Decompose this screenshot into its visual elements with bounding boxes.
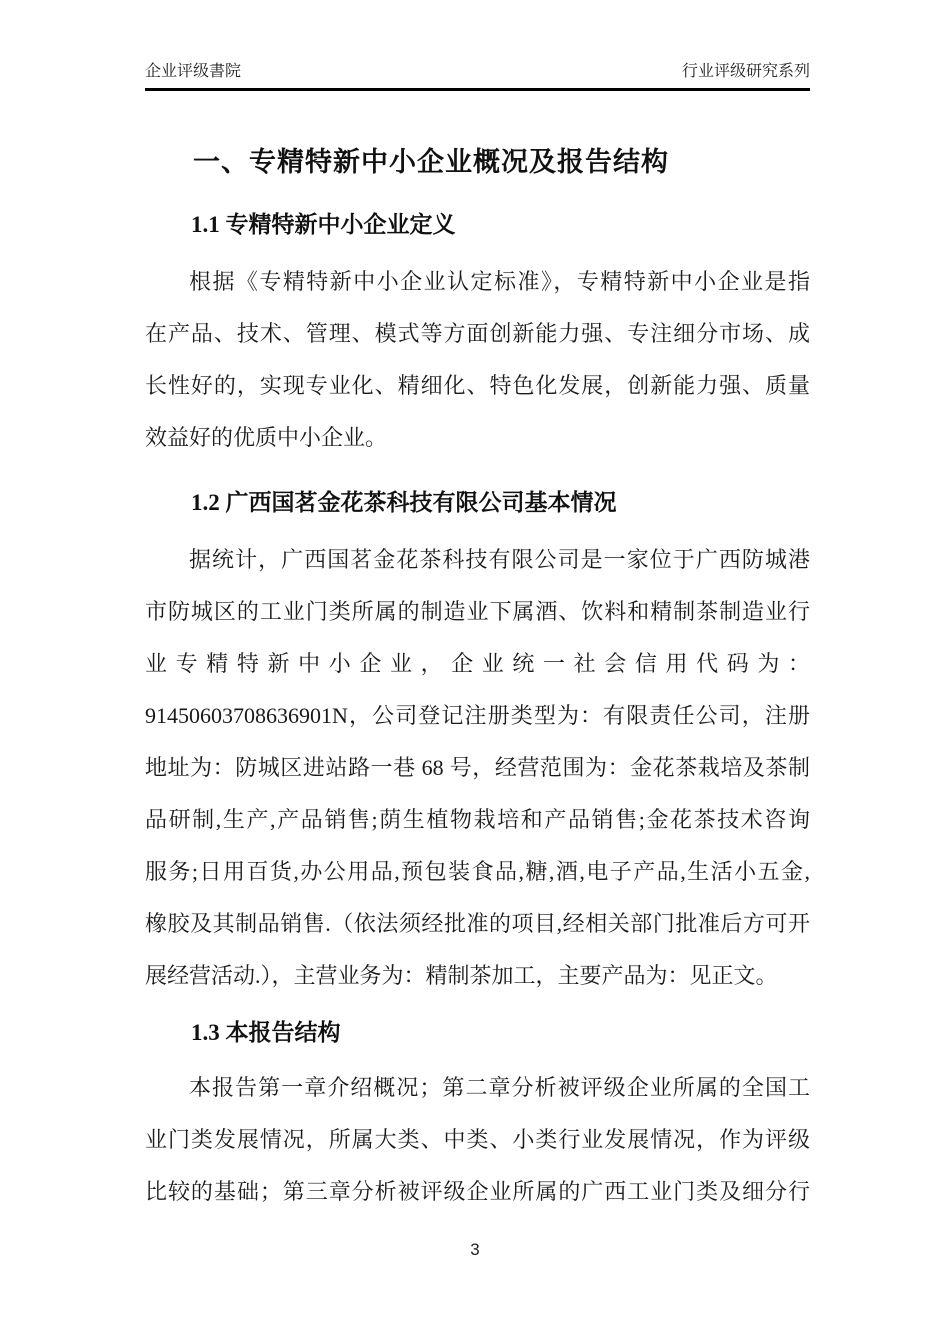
section-heading-1-2: 1.2 广西国茗金花茶科技有限公司基本情况 [191,490,617,515]
body-line: 业专精特新中小企业，企业统一社会信用代码为： [145,651,810,676]
body-line: 91450603708636901N，公司登记注册类型为：有限责任公司，注册 [145,703,810,728]
document-body [145,96,810,1218]
body-line: 橡胶及其制品销售.（依法须经批准的项目,经相关部门批准后方可开 [145,911,810,936]
body-line: 市防城区的工业门类所属的制造业下属酒、饮料和精制茶制造业行 [145,599,810,624]
section-heading-1-1: 1.1 专精特新中小企业定义 [191,212,456,237]
body-line: 业门类发展情况，所属大类、中类、小类行业发展情况，作为评级 [145,1127,810,1152]
body-line: 根据《专精特新中小企业认定标准》，专精特新中小企业是指 [189,269,810,294]
running-header [145,58,810,91]
body-line: 在产品、技术、管理、模式等方面创新能力强、专注细分市场、成 [145,321,810,346]
body-line: 服务;日用百货,办公用品,预包装食品,糖,酒,电子产品,生活小五金, [145,859,810,884]
body-line: 比较的基础；第三章分析被评级企业所属的广西工业门类及细分行 [145,1179,810,1204]
body-line: 展经营活动.），主营业务为：精制茶加工，主要产品为：见正文。 [145,963,778,988]
body-line: 据统计，广西国茗金花茶科技有限公司是一家位于广西防城港 [189,547,810,572]
header-left-text: 企业评级書院 [145,63,242,80]
body-line: 品研制,生产,产品销售;荫生植物栽培和产品销售;金花茶技术咨询 [145,807,810,832]
header-right-text: 行业评级研究系列 [681,63,810,80]
body-line: 效益好的优质中小企业。 [145,425,388,450]
page-footer [0,1240,950,1260]
page-number: 3 [470,1240,480,1259]
body-line: 长性好的，实现专业化、精细化、特色化发展，创新能力强、质量 [145,373,810,398]
paragraph-1-3 [145,1062,810,1218]
paragraph-1-2 [145,534,810,1002]
section-heading-1-3: 1.3 本报告结构 [191,1020,341,1045]
body-line: 本报告第一章介绍概况；第二章分析被评级企业所属的全国工 [189,1075,810,1100]
chapter-title: 一、专精特新中小企业概况及报告结构 [193,147,669,177]
body-line: 地址为：防城区进站路一巷 68 号，经营范围为：金花茶栽培及茶制 [145,755,810,780]
paragraph-1-1 [145,256,810,464]
